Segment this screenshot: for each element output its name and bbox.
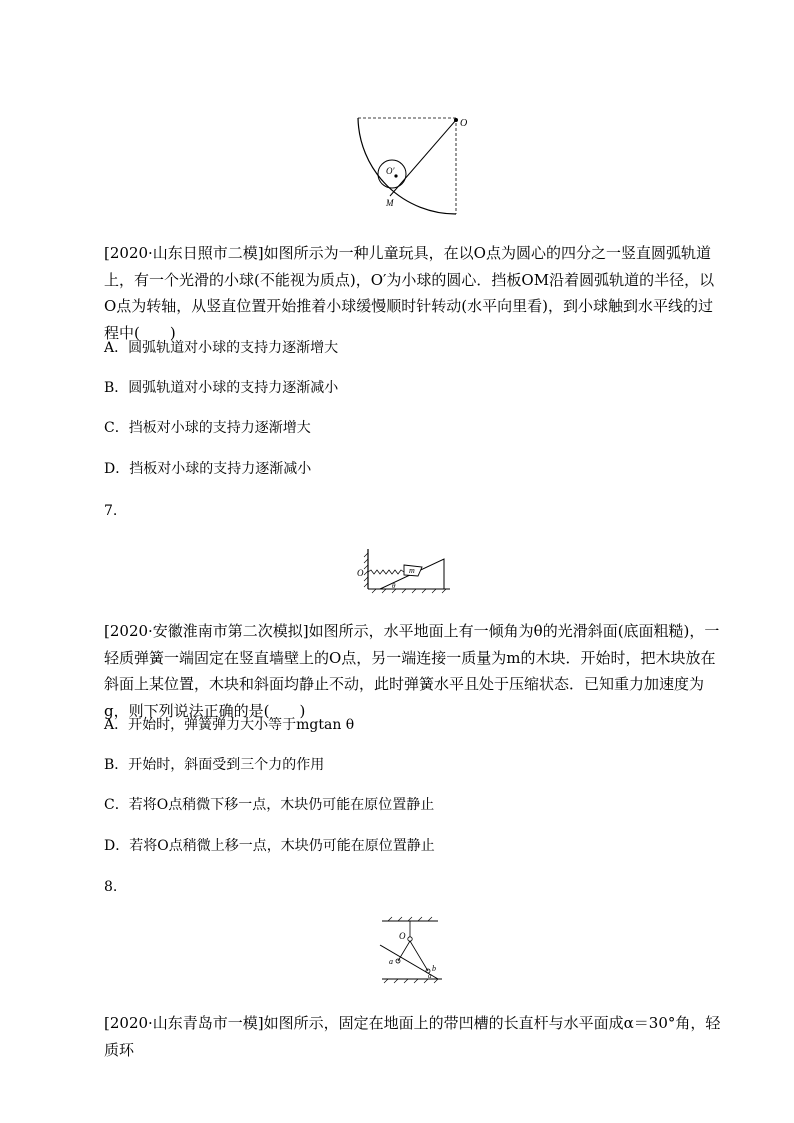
q6-source: [2020·山东日照市二模] xyxy=(104,244,264,262)
q6-stem-text: 如图所示为一种儿童玩具，在以O点为圆心的四分之一竖直圆弧轨道上，有一个光滑的小球(不能视为质点)，O′为小球的圆心．挡板OM沿着圆弧轨道的半径，以O点为转轴，从竖直位置开始推着小球缓慢顺时针转动(水平向里看)，到小球触到水平线的过程中( ) xyxy=(104,244,715,342)
q7-option-a: A．开始时，弹簧弹力大小等于mgtan θ xyxy=(104,717,355,733)
q8-stem-text: 如图所示，固定在地面上的带凹槽的长直杆与水平面成α＝30°角，轻质环 xyxy=(104,1014,721,1059)
q7-option-b: B．开始时，斜面受到三个力的作用 xyxy=(104,757,325,773)
fig3-label-o: O xyxy=(399,931,406,941)
fig2-label-m: m xyxy=(409,566,415,575)
q6-option-d: D．挡板对小球的支持力逐渐减小 xyxy=(104,461,312,477)
q8-number: 8. xyxy=(104,879,118,895)
fig1-label-o: O xyxy=(460,118,468,129)
fig3-label-alpha: α xyxy=(428,972,432,980)
q7-option-d: D．若将O点稍微上移一点，木块仍可能在原位置静止 xyxy=(104,838,435,854)
fig3-label-a: a xyxy=(389,957,393,966)
figure-spring-incline xyxy=(354,545,454,595)
q6-option-a: A．圆弧轨道对小球的支持力逐渐增大 xyxy=(104,340,339,356)
fig1-label-o-prime: O′ xyxy=(386,166,395,176)
fig2-label-o: O xyxy=(357,568,364,578)
q8-source: [2020·山东青岛市一模] xyxy=(104,1014,264,1032)
q6-stem xyxy=(104,240,724,346)
q7-option-c: C．若将O点稍微下移一点，木块仍可能在原位置静止 xyxy=(104,797,435,813)
q8-stem xyxy=(104,1010,724,1063)
figure-rod-rings xyxy=(372,915,448,985)
q7-source: [2020·安徽淮南市第二次模拟] xyxy=(104,622,309,640)
q7-stem xyxy=(104,618,724,724)
figure-quarter-arc xyxy=(350,110,480,220)
q6-option-c: C．挡板对小球的支持力逐渐增大 xyxy=(104,420,311,436)
q6-option-b: B．圆弧轨道对小球的支持力逐渐减小 xyxy=(104,380,339,396)
fig2-label-theta: θ xyxy=(392,582,396,590)
q7-number: 7. xyxy=(104,503,118,519)
fig3-label-b: b xyxy=(432,964,436,973)
q7-stem-text: 如图所示，水平地面上有一倾角为θ的光滑斜面(底面粗糙)，一轻质弹簧一端固定在竖直墙壁上的O点，另一端连接一质量为m的木块．开始时，把木块放在斜面上某位置，木块和斜面均静止不动，此时弹簧水平且处于压缩状态．已知重力加速度为g，则下列说法正确的是( ) xyxy=(104,622,720,720)
fig1-label-m: M xyxy=(386,198,394,208)
